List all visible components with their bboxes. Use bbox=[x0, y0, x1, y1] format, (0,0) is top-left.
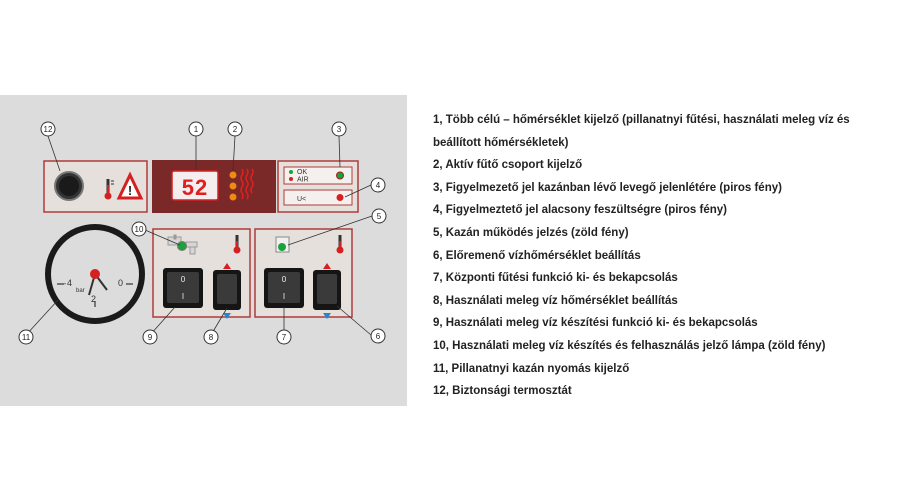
callout-1-label: 1 bbox=[193, 125, 199, 134]
legend-item: 3, Figyelmezető jel kazánban lévő levegő jelenlétére (piros fény) bbox=[433, 181, 782, 194]
svg-text:!: ! bbox=[127, 183, 133, 198]
air-label: AIR bbox=[297, 176, 309, 184]
callout-11-label: 11 bbox=[21, 333, 31, 342]
gauge-tick-0: 0 bbox=[118, 278, 124, 288]
callout-9-label: 9 bbox=[147, 333, 153, 342]
legend-item: 7, Központi fűtési funkció ki- és bekapcsolás bbox=[433, 272, 678, 285]
legend-list bbox=[433, 109, 888, 403]
gauge-tick-2: 2 bbox=[91, 294, 97, 304]
callout-10-label: 10 bbox=[134, 225, 144, 234]
heating-switch-on-label: I bbox=[282, 292, 286, 301]
callout-5-label: 5 bbox=[376, 212, 382, 221]
undervoltage-warning-led bbox=[337, 194, 344, 201]
heating-switch-off-label: 0 bbox=[281, 275, 287, 284]
callout-12-label: 12 bbox=[43, 125, 53, 134]
legend-item: 9, Használati meleg víz készítési funkció ki- és bekapcsolás bbox=[433, 317, 758, 330]
hot-water-switch[interactable] bbox=[163, 268, 203, 308]
callout-2-label: 2 bbox=[232, 125, 238, 134]
gauge-unit: bar bbox=[76, 288, 85, 294]
legend-item: 12, Biztonsági termosztát bbox=[433, 385, 572, 398]
legend-item: 4, Figyelmeztető jel alacsony feszültségre (piros fény) bbox=[433, 204, 727, 217]
legend-item: 6, Előremenő vízhőmérséklet beállítás bbox=[433, 249, 641, 262]
hot-water-led bbox=[178, 242, 187, 251]
temperature-digits: 52 bbox=[181, 175, 209, 200]
legend-item: 2, Aktív fűtő csoport kijelző bbox=[433, 159, 583, 172]
thermostat-knob-icon[interactable] bbox=[55, 172, 83, 200]
legend-item: 11, Pillanatnyi kazán nyomás kijelző bbox=[433, 362, 630, 375]
callout-3-label: 3 bbox=[336, 125, 342, 134]
gauge-minus-tick: – bbox=[61, 278, 67, 288]
ok-led bbox=[289, 170, 293, 174]
boiler-operation-led bbox=[278, 243, 286, 251]
pressure-gauge-icon bbox=[45, 224, 145, 324]
undervoltage-label: U< bbox=[297, 196, 307, 203]
control-panel-diagram bbox=[0, 95, 407, 406]
air-warning-led bbox=[337, 172, 344, 179]
callout-4-label: 4 bbox=[375, 181, 381, 190]
hot-water-switch-on-label: I bbox=[181, 292, 185, 301]
callout-7-label: 7 bbox=[281, 333, 287, 342]
active-heating-group-leds bbox=[230, 172, 237, 201]
callout-8-label: 8 bbox=[208, 333, 214, 342]
central-heating-switch[interactable] bbox=[264, 268, 304, 308]
boiler-control-panel bbox=[0, 95, 407, 406]
callout-6-label: 6 bbox=[375, 332, 381, 341]
legend-item: 10, Használati meleg víz készítés és felhasználás jelző lámpa (zöld fény) bbox=[433, 339, 826, 352]
legend-item: 1, Több célú – hőmérséklet kijelző (pillanatnyi fűtési, használati meleg víz és beállított hőmérsékletek) bbox=[433, 114, 850, 149]
legend-item: 5, Kazán működés jelzés (zöld fény) bbox=[433, 226, 629, 239]
ok-label: OK bbox=[297, 169, 308, 176]
gauge-tick-4: 4 bbox=[67, 278, 73, 288]
air-led bbox=[289, 177, 293, 181]
legend-item: 8, Használati meleg víz hőmérséklet beállítás bbox=[433, 294, 678, 307]
hot-water-switch-off-label: 0 bbox=[180, 275, 186, 284]
